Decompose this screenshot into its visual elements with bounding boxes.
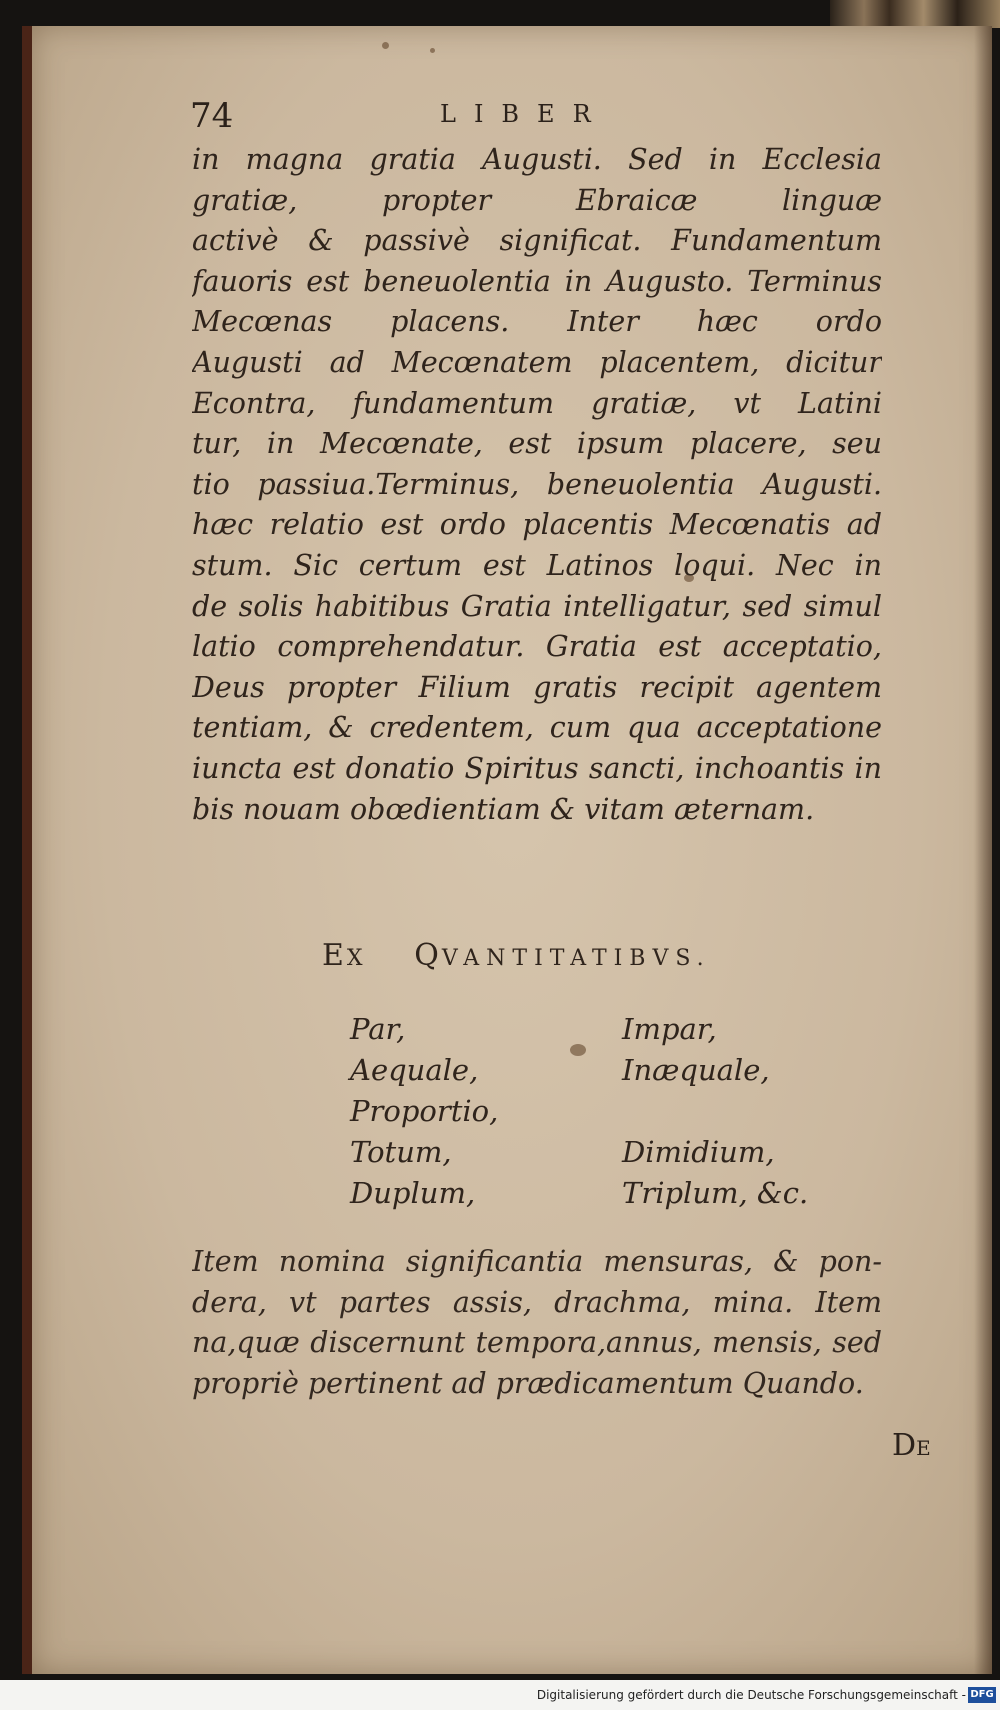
text-line: dera, vt partes assis, drachma, mina. Item <box>192 1285 882 1319</box>
catchword-rest: E <box>916 1436 931 1460</box>
text-line: gratiæ, propter Ebraicæ linguæ <box>192 183 882 217</box>
term-right: Inæquale, <box>622 1053 770 1087</box>
book-edge <box>830 0 1000 28</box>
text-line: iuncta est donatio Spiritus sancti, inchoantis in <box>192 751 882 785</box>
page-edge-shadow <box>974 26 992 1674</box>
term-row <box>350 1094 790 1135</box>
term-row <box>350 1012 790 1053</box>
term-right: Dimidium, <box>622 1135 775 1169</box>
ink-spot <box>382 42 389 49</box>
text-line: fauoris est beneuolentia in Augusto. Terminus <box>192 264 882 298</box>
footer-bar <box>0 1684 1000 1710</box>
text-line: Deus propter Filium gratis recipit agentem <box>192 670 882 704</box>
text-line: tur, in Mecœnate, est ipsum placere, seu <box>192 427 882 461</box>
page-header <box>190 96 710 136</box>
heading-rest: X <box>346 946 370 971</box>
term-pairs-list <box>350 1012 809 1217</box>
closing-paragraph <box>192 1242 882 1404</box>
term-left: Duplum, <box>350 1176 476 1210</box>
text-line: de solis habitibus Gratia intelligatur, sed simul <box>192 589 882 623</box>
section-heading <box>322 938 711 973</box>
term-left: Proportio, <box>350 1094 499 1128</box>
term-left: Totum, <box>350 1135 452 1169</box>
term-row <box>350 1135 790 1176</box>
term-right: Triplum, &c. <box>622 1176 809 1210</box>
text-line: stum. Sic certum est Latinos loqui. Nec in <box>192 548 882 582</box>
term-row <box>350 1053 790 1094</box>
text-line: tio passiua.Terminus, beneuolentia Augusti. <box>192 467 882 501</box>
text-line: Item nomina significantia mensuras, & pon- <box>192 1245 882 1278</box>
term-right: Impar, <box>622 1012 717 1046</box>
text-line: Augusti ad Mecœnatem placentem, dicitur <box>192 345 882 379</box>
term-row <box>350 1176 809 1217</box>
text-line: hæc relatio est ordo placentis Mecœnatis ad <box>192 508 882 542</box>
catchword-initial: D <box>892 1428 917 1463</box>
heading-initial: Q <box>414 938 442 973</box>
page-number: 74 <box>190 96 234 136</box>
text-line: Mecœnas placens. Inter hæc ordo <box>192 305 882 339</box>
catchword <box>892 1428 931 1463</box>
text-line: Econtra, fundamentum gratiæ, vt Latini <box>192 386 882 420</box>
ink-spot <box>430 48 435 53</box>
text-line: bis nouam obœdientiam & vitam æternam. <box>192 792 815 826</box>
text-line: activè & passivè significat. Fundamentum <box>192 224 882 258</box>
term-left: Par, <box>350 1012 406 1046</box>
heading-initial: E <box>322 938 347 973</box>
dfg-logo: DFG <box>968 1687 996 1703</box>
text-line: in magna gratia Augusti. Sed in Ecclesia <box>192 143 882 176</box>
text-line: latio comprehendatur. Gratia est acceptatio, <box>192 630 882 664</box>
running-head: LIBER <box>440 100 609 128</box>
heading-rest: VANTITATIBVS. <box>441 946 711 971</box>
text-line: na,quæ discernunt tempora,annus, mensis, sed <box>192 1326 882 1360</box>
term-left: Aequale, <box>350 1053 479 1087</box>
text-line: propriè pertinent ad prædicamentum Quando. <box>192 1366 864 1400</box>
text-line: tentiam, & credentem, cum qua acceptatione <box>192 711 882 745</box>
body-paragraph <box>192 140 882 830</box>
footer-credit: Digitalisierung gefördert durch die Deutsche Forschungsgemeinschaft - <box>536 1688 966 1702</box>
